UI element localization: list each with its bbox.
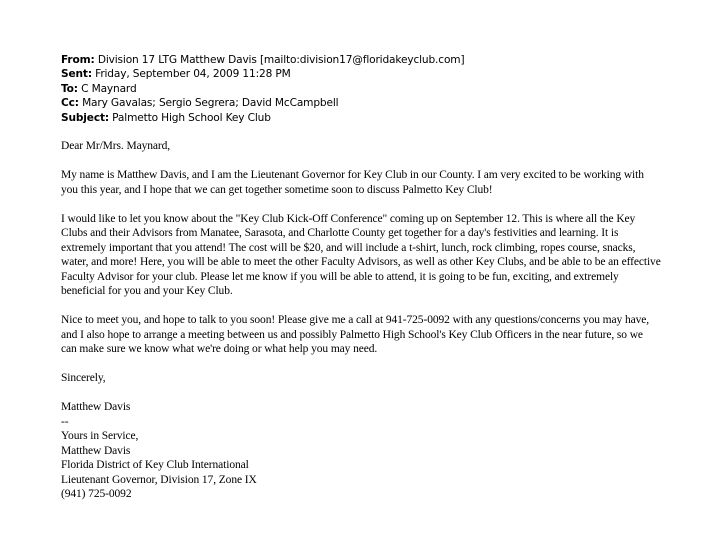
signature-line: Florida District of Key Club International	[61, 459, 249, 472]
greeting: Dear Mr/Mrs. Maynard,	[61, 140, 171, 153]
to-value: C Maynard	[81, 82, 137, 95]
signature-separator: --	[61, 415, 69, 428]
subject-value: Palmetto High School Key Club	[112, 111, 271, 124]
from-label: From:	[61, 54, 95, 66]
email-body	[61, 139, 661, 502]
to-label: To:	[61, 82, 78, 95]
email-document	[61, 53, 661, 502]
closing: Sincerely,	[61, 372, 106, 385]
signature-phone: (941) 725-0092	[61, 488, 132, 501]
signature-line: Lieutenant Governor, Division 17, Zone IX	[61, 473, 257, 486]
signature-line: Yours in Service,	[61, 430, 139, 443]
cc-label: Cc:	[61, 97, 79, 110]
from-row	[61, 53, 661, 67]
body-paragraph: I would like to let you know about the "Key Club Kick-Off Conference" coming up on September 12. This is where all the Key Clubs and their Advisors from Manatee, Sarasota, and Charlotte County get together for a day's festivities and learning. It is extremely important that you attend! The cost will be $20, and will include a t-shirt, lunch, rock climbing, ropes course, snacks, water, and more! Here, you will be able to meet the other Faculty Advisors, as well as other Key Clubs, and be able to be an effective Faculty Advisor for your club. Please let me know if you will be able to attend, it is going to be fun, exciting, and extremely beneficial for you and your Key Club.	[61, 212, 661, 298]
cc-row	[61, 96, 661, 110]
sent-row	[61, 67, 661, 81]
from-value: Division 17 LTG Matthew Davis [mailto:division17@floridakeyclub.com]	[97, 54, 465, 66]
cc-value: Mary Gavalas; Sergio Segrera; David McCampbell	[82, 97, 339, 110]
signature-line: Matthew Davis	[61, 444, 131, 457]
subject-row	[61, 111, 661, 125]
body-paragraph: My name is Matthew Davis, and I am the Lieutenant Governor for Key Club in our County. I am very excited to be working with you this year, and I hope that we can get together sometime soon to discuss Palmetto Key Club!	[61, 169, 644, 196]
signature-block	[61, 400, 661, 502]
body-paragraph: Nice to meet you, and hope to talk to you soon! Please give me a call at 941-725-0092 with any questions/concerns you may have, and I also hope to arrange a meeting between us and possibly Palmetto High School's Key Club Officers in the near future, so we can make sure we know what we're doing or what help you may need.	[61, 314, 650, 356]
email-headers	[61, 53, 661, 125]
signature-name: Matthew Davis	[61, 401, 131, 414]
subject-label: Subject:	[61, 111, 109, 124]
to-row	[61, 82, 661, 96]
sent-label: Sent:	[61, 68, 92, 81]
sent-value: Friday, September 04, 2009 11:28 PM	[95, 68, 291, 81]
